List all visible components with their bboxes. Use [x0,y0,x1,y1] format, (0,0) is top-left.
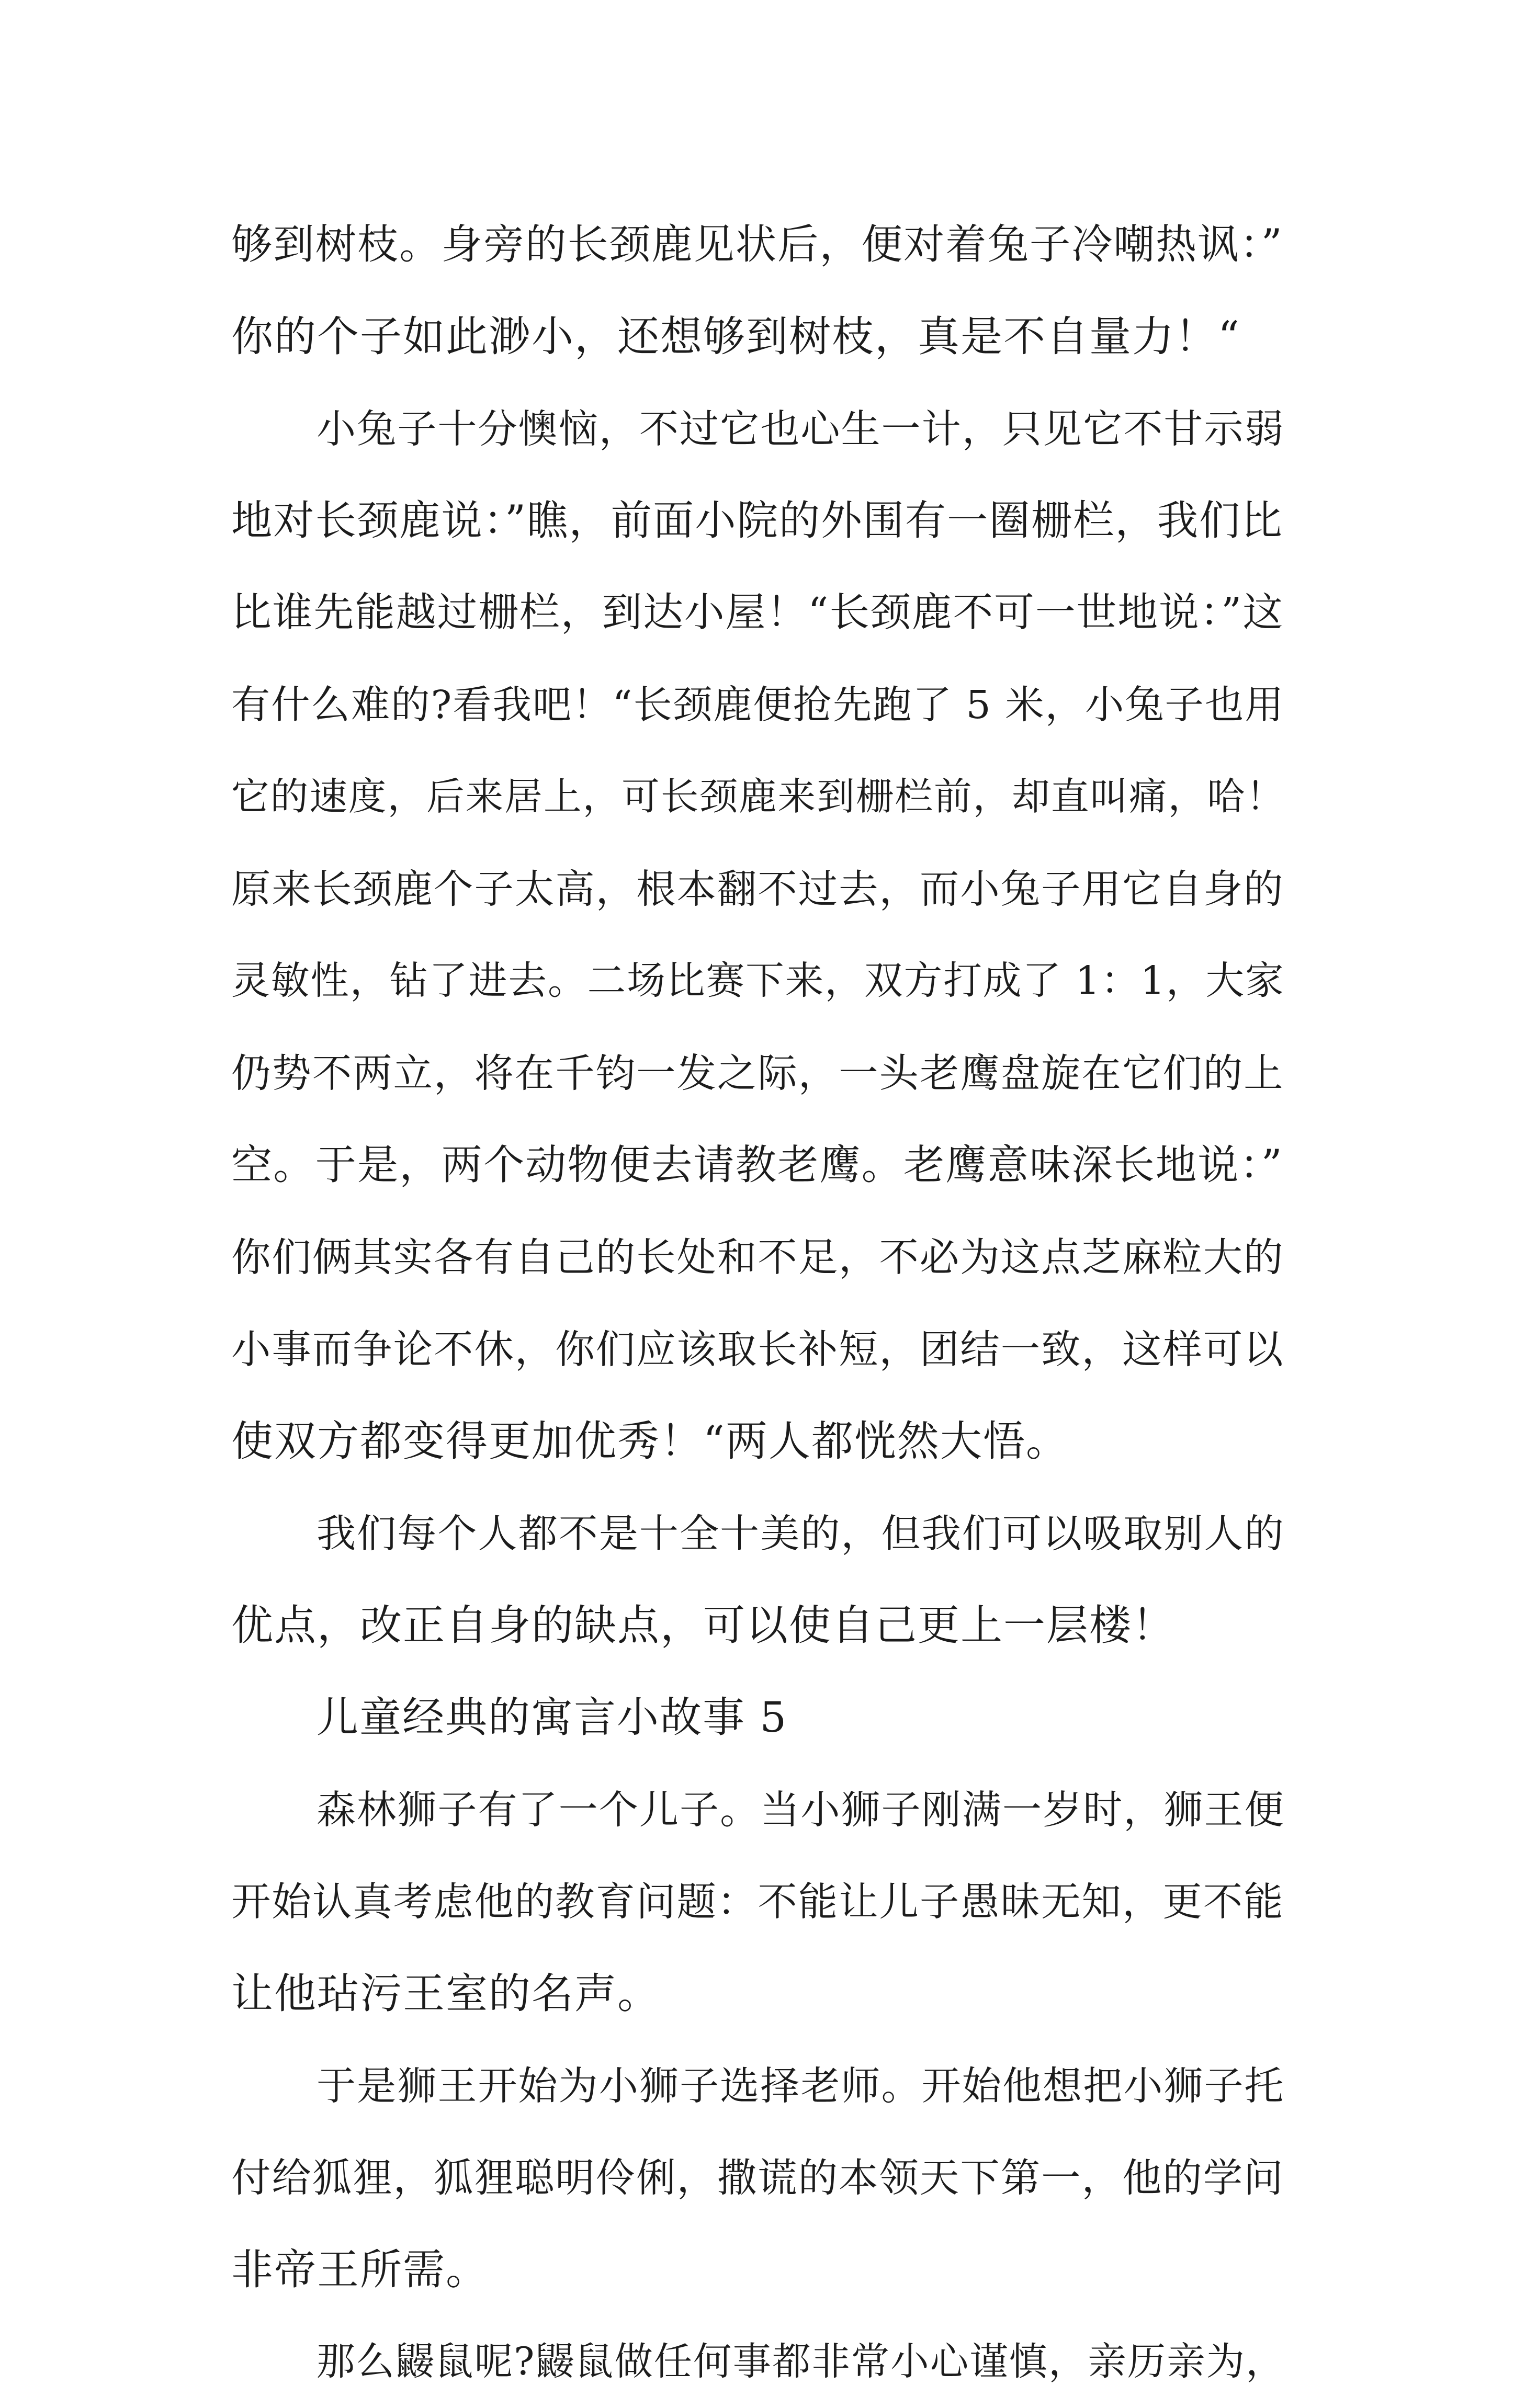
text-line: 让他玷污王室的名声。 [231,1969,660,2018]
text-line: 付给狐狸，狐狸聪明伶俐，撒谎的本领天下第一，他的学问 [231,2155,1284,2201]
text-line: 它的速度，后来居上，可长颈鹿来到栅栏前，却直叫痛，哈！ [231,775,1285,819]
text-line: 地对长颈鹿说：”瞧，前面小院的外围有一圈栅栏，我们比 [231,497,1283,544]
text-line: 使双方都变得更加优秀！“两人都恍然大悟。 [231,1417,1069,1466]
text-line: 开始认真考虑他的教育问题：不能让儿子愚昧无知，更不能 [231,1879,1284,1925]
section-heading: 儿童经典的寓言小故事 5 [317,1693,788,1742]
text-line: 够到树枝。身旁的长颈鹿见状后，便对着兔子冷嘲热讽：” [231,221,1283,268]
text-line: 我们每个人都不是十全十美的，但我们可以吸取别人的 [317,1510,1285,1557]
text-line: 小兔子十分懊恼，不过它也心生一计，只见它不甘示弱 [317,406,1285,452]
text-line: 灵敏性，钻了进去。二场比赛下来，双方打成了 1：1，大家 [231,959,1285,1003]
body-text [231,199,1288,2408]
text-line: 小事而争论不休，你们应该取长补短，团结一致，这样可以 [231,1326,1284,1372]
text-line: 仍势不两立，将在千钧一发之际，一头老鹰盘旋在它们的上 [231,1050,1284,1096]
text-line: 有什么难的?看我吧！“长颈鹿便抢先跑了 5 米，小兔子也用 [231,682,1285,728]
text-line: 空。于是，两个动物便去请教老鹰。老鹰意味深长地说：” [231,1141,1283,1189]
text-line: 非帝王所需。 [231,2245,489,2294]
text-line: 比谁先能越过栅栏，到达小屋！“长颈鹿不可一世地说：”这 [231,589,1284,636]
text-line: 那么鼹鼠呢?鼹鼠做任何事都非常小心谨慎，亲历亲为， [317,2339,1285,2384]
text-line: 你的个子如此渺小，还想够到树枝，真是不自量力！“ [231,312,1240,361]
text-line: 你们俩其实各有自己的长处和不足，不必为这点芝麻粒大的 [231,1234,1284,1280]
text-line: 于是狮王开始为小狮子选择老师。开始他想把小狮子托 [317,2063,1285,2109]
text-line: 森林狮子有了一个儿子。当小狮子刚满一岁时，狮王便 [317,1787,1285,1833]
text-line: 原来长颈鹿个子太高，根本翻不过去，而小兔子用它自身的 [231,866,1284,912]
text-line: 优点，改正自身的缺点，可以使自己更上一层楼！ [231,1601,1175,1650]
